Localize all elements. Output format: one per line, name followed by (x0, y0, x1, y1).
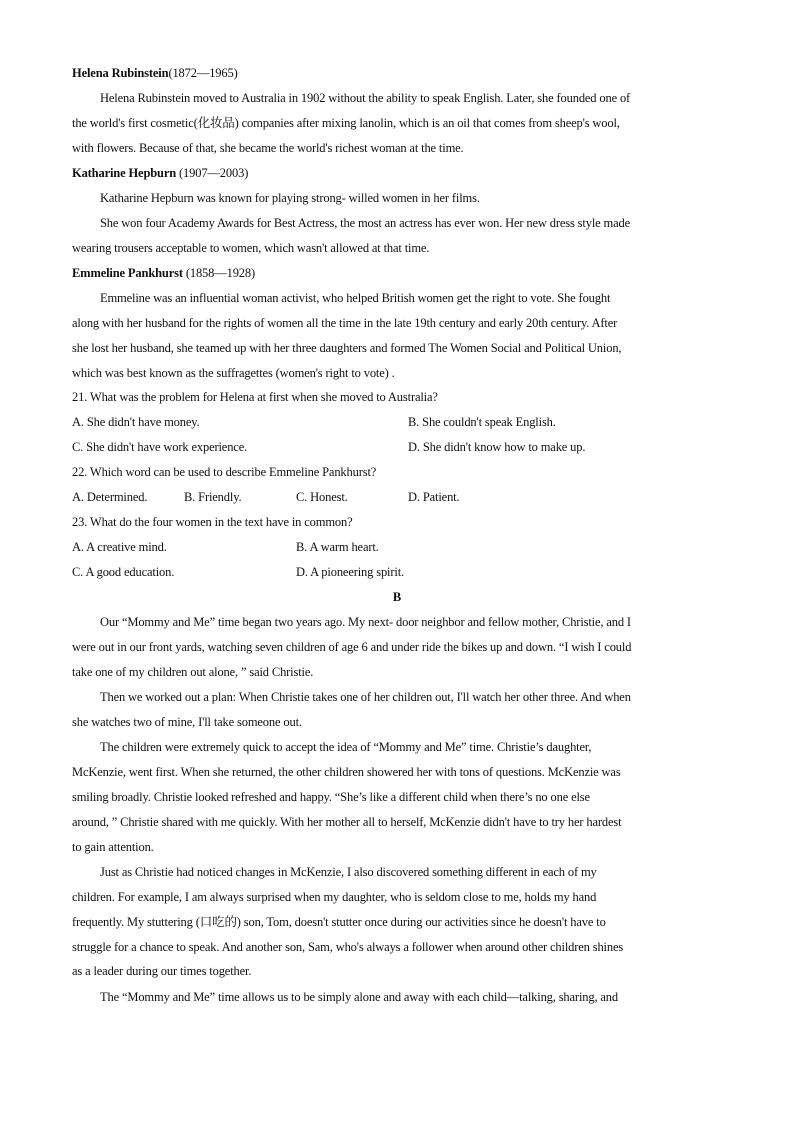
person-heading-pankhurst (72, 265, 255, 281)
paragraph-line: which was best known as the suffragettes (women's right to vote) . (72, 366, 395, 380)
paragraph-line: around, ” Christie shared with me quickly. With her mother all to herself, McKenzie didn't have to try her hardest (72, 815, 622, 829)
paragraph-line: The children were extremely quick to accept the idea of “Mommy and Me” time. Christie’s daughter, (100, 740, 592, 754)
paragraph-line: wearing trousers acceptable to women, which wasn't allowed at that time. (72, 241, 430, 255)
person-name: Katharine Hepburn (72, 166, 177, 180)
person-name: Emmeline Pankhurst (72, 266, 183, 280)
question-21: 21. What was the problem for Helena at first when she moved to Australia? (72, 390, 438, 404)
q21-option-d: D. She didn't know how to make up. (408, 440, 586, 454)
person-years: (1872—1965) (168, 66, 238, 80)
paragraph-line: to gain attention. (72, 840, 154, 854)
q21-option-c: C. She didn't have work experience. (72, 440, 248, 454)
paragraph-line: as a leader during our times together. (72, 964, 252, 978)
paragraph-line: smiling broadly. Christie looked refreshed and happy. “She’s like a different child when there’s no one else (72, 790, 590, 804)
paragraph-line: She won four Academy Awards for Best Actress, the most an actress has ever won. Her new dress style made (100, 216, 630, 230)
paragraph-line: along with her husband for the rights of women all the time in the late 19th century and early 20th century. After (72, 316, 618, 330)
paragraph-line: frequently. My stuttering (口吃的) son, Tom, doesn't stutter once during our activities since he doesn't have to (72, 915, 606, 929)
paragraph-line: Then we worked out a plan: When Christie takes one of her children out, I'll watch her other three. And when (100, 690, 631, 704)
paragraph-line: Emmeline was an influential woman activist, who helped British women get the right to vote. She fought (100, 291, 611, 305)
paragraph-line: the world's first cosmetic(化妆品) companies after mixing lanolin, which is an oil that comes from sheep's wool, (72, 116, 620, 130)
person-heading-rubinstein (72, 65, 238, 81)
q22-option-c: C. Honest. (296, 490, 348, 504)
q23-option-b: B. A warm heart. (296, 540, 379, 554)
person-name: Helena Rubinstein (72, 66, 169, 80)
paragraph-line: were out in our front yards, watching seven children of age 6 and under ride the bikes up and down. “I wish I could (72, 640, 632, 654)
paragraph-line: she watches two of mine, I'll take someone out. (72, 715, 302, 729)
q23-option-c: C. A good education. (72, 565, 175, 579)
question-23: 23. What do the four women in the text have in common? (72, 515, 353, 529)
person-heading-hepburn (72, 165, 248, 181)
paragraph-line: struggle for a chance to speak. And another son, Sam, who's always a follower when around other children shines (72, 940, 624, 954)
q21-option-a: A. She didn't have money. (72, 415, 200, 429)
paragraph-line: The “Mommy and Me” time allows us to be simply alone and away with each child—talking, sharing, and (100, 990, 619, 1004)
paragraph-line: Just as Christie had noticed changes in McKenzie, I also discovered something different in each of my (100, 865, 597, 879)
q23-option-d: D. A pioneering spirit. (296, 565, 405, 579)
q23-option-a: A. A creative mind. (72, 540, 167, 554)
paragraph-line: with flowers. Because of that, she became the world's richest woman at the time. (72, 141, 464, 155)
q22-option-b: B. Friendly. (184, 490, 242, 504)
paragraph-line: Katharine Hepburn was known for playing strong- willed women in her films. (100, 191, 480, 205)
paragraph-line: Our “Mommy and Me” time began two years ago. My next- door neighbor and fellow mother, Christie, and I (100, 615, 631, 629)
paragraph-line: children. For example, I am always surprised when my daughter, who is seldom close to me, holds my hand (72, 890, 597, 904)
paragraph-line: McKenzie, went first. When she returned, the other children showered her with tons of questions. McKenzie was (72, 765, 621, 779)
q22-option-d: D. Patient. (408, 490, 460, 504)
person-years: (1907—2003) (176, 166, 249, 180)
paragraph-line: take one of my children out alone, ” said Christie. (72, 665, 314, 679)
paragraph-line: Helena Rubinstein moved to Australia in 1902 without the ability to speak English. Later, she founded one of (100, 91, 631, 105)
q21-option-b: B. She couldn't speak English. (408, 415, 556, 429)
question-22: 22. Which word can be used to describe Emmeline Pankhurst? (72, 465, 377, 479)
paragraph-line: she lost her husband, she teamed up with her three daughters and formed The Women Social and Political Union, (72, 341, 622, 355)
section-heading-b: B (392, 590, 402, 604)
person-years: (1858—1928) (182, 266, 256, 280)
q22-option-a: A. Determined. (72, 490, 148, 504)
